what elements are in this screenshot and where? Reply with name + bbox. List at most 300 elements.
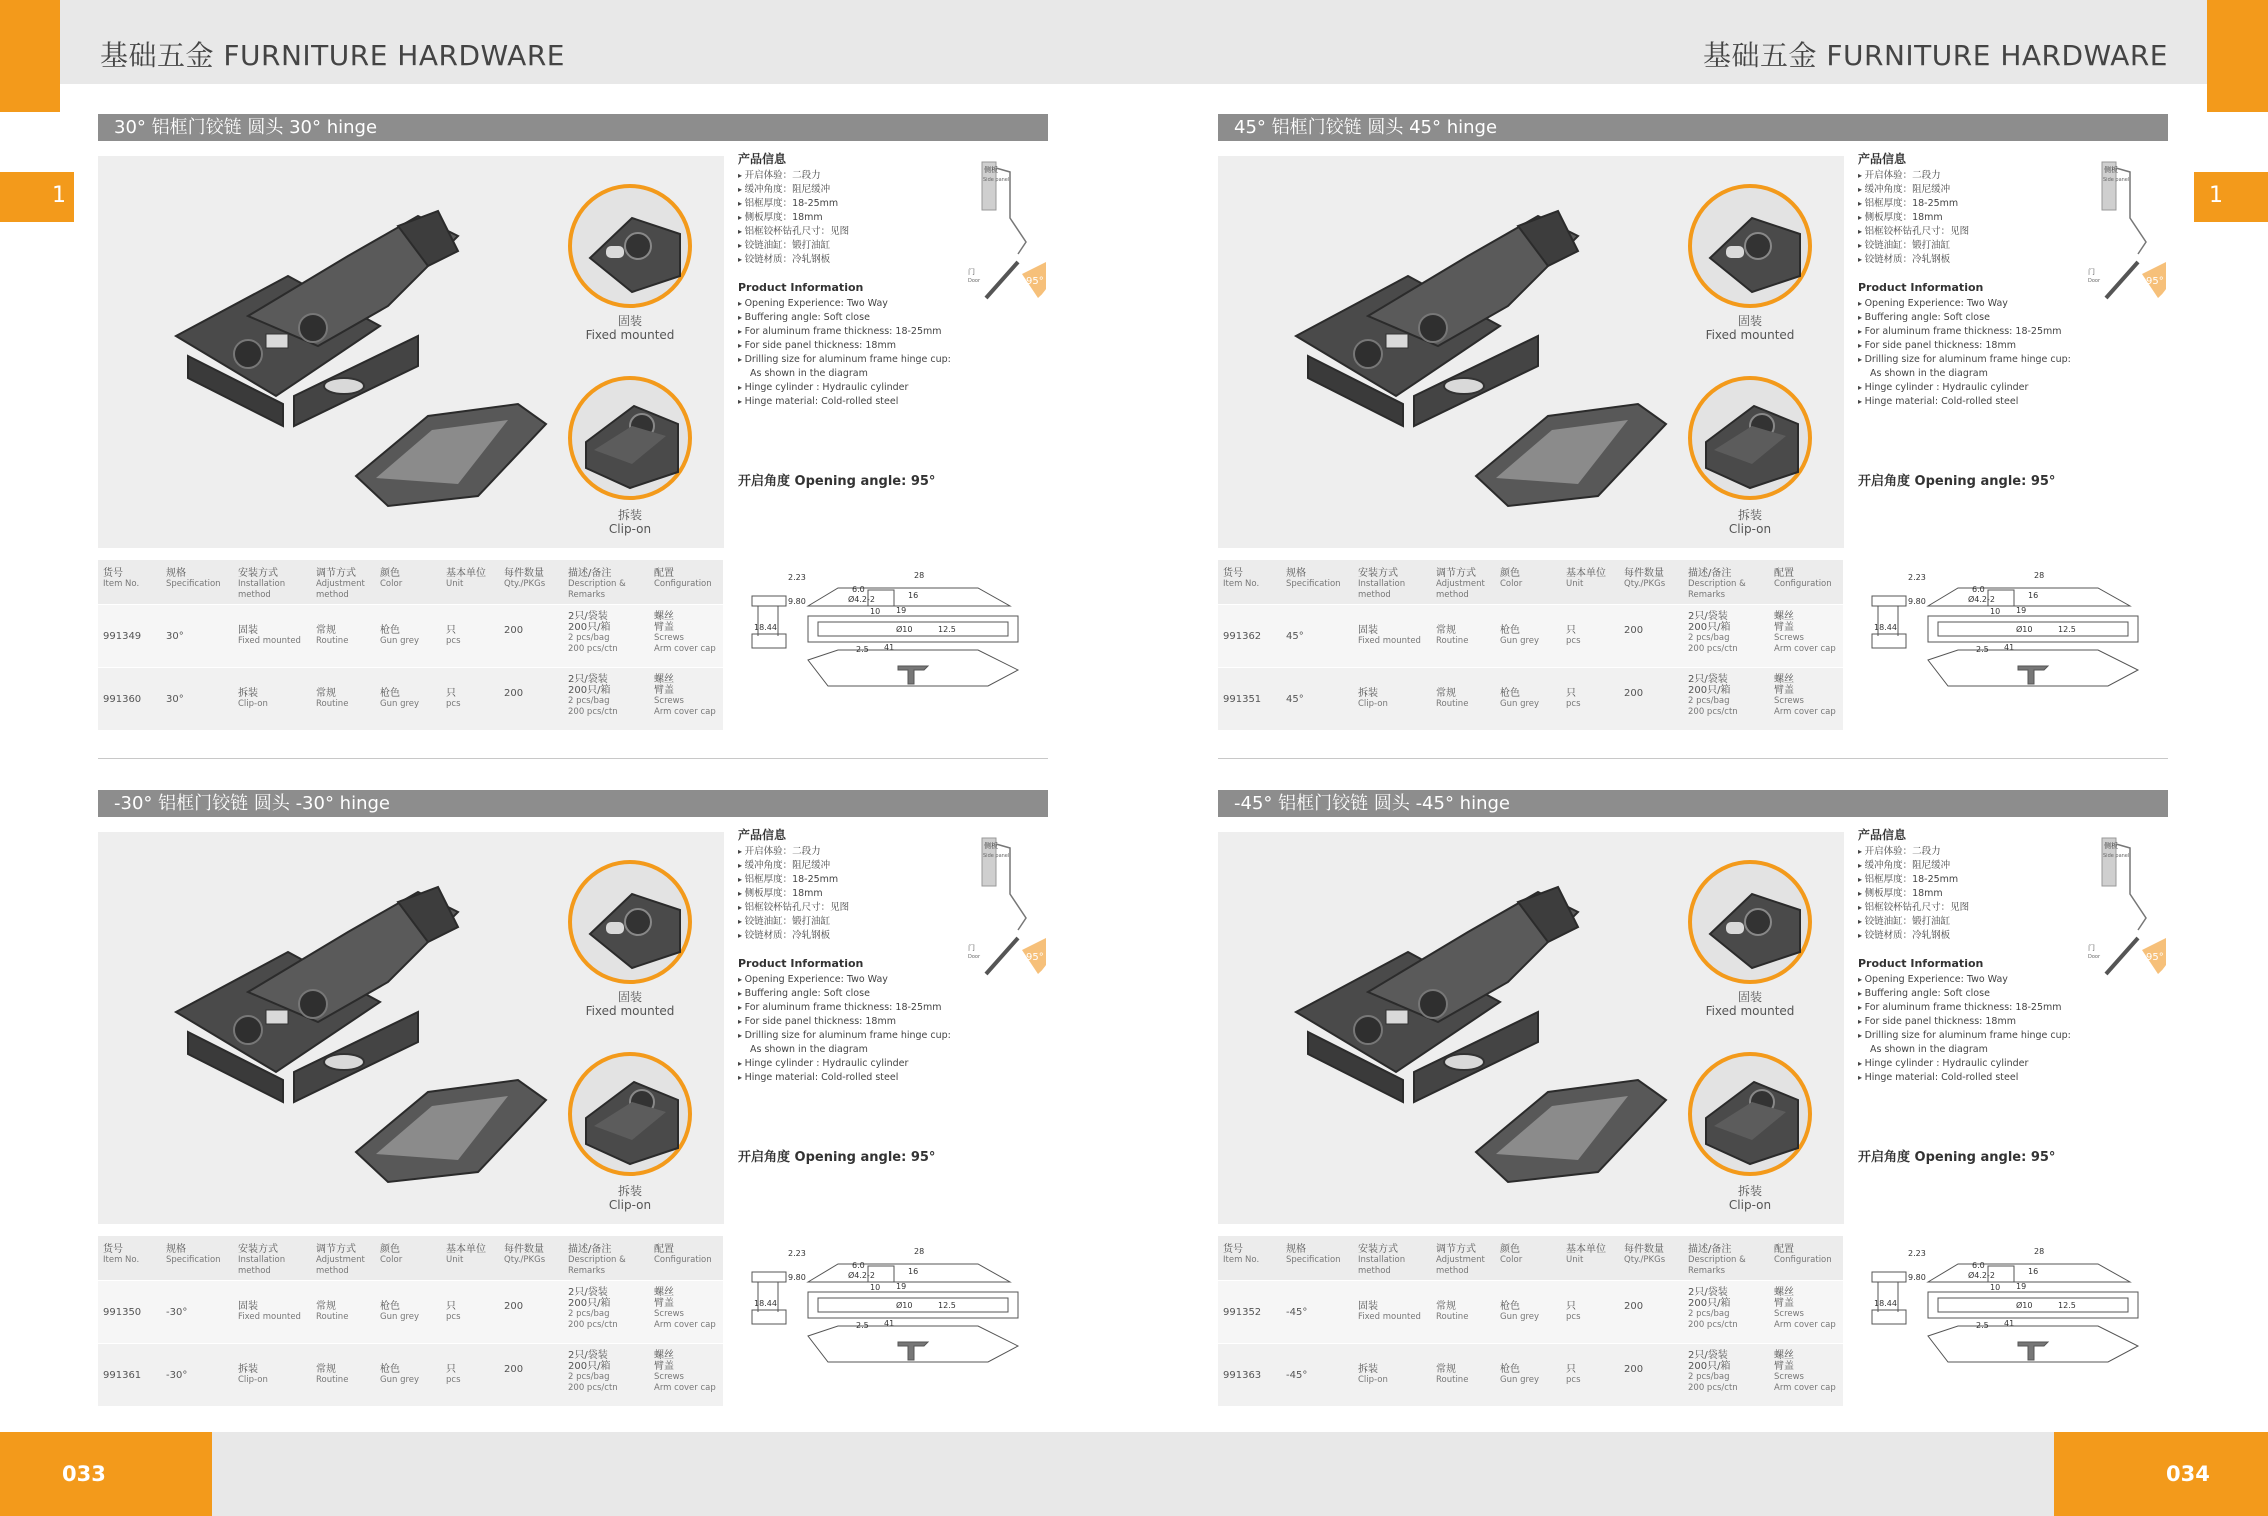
info-en-item: ▸ Hinge cylinder : Hydraulic cylinder <box>1858 381 2098 395</box>
cell-item: 991349 <box>103 631 142 642</box>
spec-row-fixed <box>1218 1281 1843 1343</box>
section-title: -45° 铝框门铰链 圆头 -45° hinge <box>1234 793 1511 814</box>
info-en-item: ▸ Drilling size for aluminum frame hinge cup: <box>1858 353 2098 367</box>
product-info-block <box>738 828 978 1085</box>
cell-adjust: 常规 Routine <box>1436 1364 1469 1385</box>
info-en-item: ▸ For side panel thickness: 18mm <box>738 339 978 353</box>
section-divider-right <box>1218 758 2168 759</box>
th-item: 货号 Item No. <box>1223 1244 1260 1265</box>
th-desc: 描述/备注 Description & Remarks <box>568 1244 626 1276</box>
fixed-mount-label-cn: 固装 <box>617 990 642 1004</box>
info-en-item: As shown in the diagram <box>1870 1044 1988 1055</box>
cell-item: 991350 <box>103 1307 142 1318</box>
cell-install: 固装 Fixed mounted <box>1358 625 1421 646</box>
dim-label: 2.5 <box>856 645 869 654</box>
cell-item: 991361 <box>103 1370 142 1381</box>
clip-on-label-en: Clip-on <box>608 522 652 536</box>
section-title-bar <box>1218 114 2168 141</box>
cell-item: 991360 <box>103 694 142 705</box>
opening-angle-diagram <box>966 158 1046 308</box>
info-cn-title: 产品信息 <box>738 828 787 842</box>
cell-adjust: 常规 Routine <box>316 625 349 646</box>
cell-color: 枪色 Gun grey <box>380 625 420 646</box>
cell-item: 991363 <box>1223 1370 1262 1381</box>
info-en-item: ▸ Buffering angle: Soft close <box>1858 311 2098 325</box>
th-unit: 基本单位 Unit <box>446 568 486 589</box>
th-desc: 描述/备注 Description & Remarks <box>1688 568 1746 600</box>
th-adjust: 调节方式 Adjustment method <box>1436 1244 1485 1276</box>
left-chapter-tab <box>0 172 74 222</box>
door-label-en: Door <box>968 954 981 960</box>
info-cn-title: 产品信息 <box>1858 828 1907 842</box>
cell-qty: 200 <box>1624 1364 1644 1375</box>
info-cn-item: ▸ 铝框铰杯钻孔尺寸：见图 <box>1858 901 2098 915</box>
section-title-bar <box>98 114 1048 141</box>
info-cn-item: ▸ 铝框铰杯钻孔尺寸：见图 <box>738 901 978 915</box>
dim-label: 19 <box>2016 1282 2027 1291</box>
info-cn-item: ▸ 缓冲角度：阻尼缓冲 <box>738 859 978 873</box>
right-chapter-tab <box>2194 172 2268 222</box>
section-title-bar <box>1218 790 2168 817</box>
dim-label: 16 <box>2028 591 2039 600</box>
section-title-bar <box>98 790 1048 817</box>
opening-angle-text: 开启角度 Opening angle: 95° <box>738 474 936 489</box>
th-color: 颜色 Color <box>380 568 403 589</box>
opening-angle-text: 开启角度 Opening angle: 95° <box>1858 1150 2056 1165</box>
info-en-item: ▸ Opening Experience: Two Way <box>1858 973 2098 987</box>
dim-label: 2.23 <box>788 573 806 582</box>
th-qty: 每件数量 Qty./PKGs <box>504 1244 546 1265</box>
cell-spec: 30° <box>166 631 184 642</box>
info-en-title: Product Information <box>738 281 864 294</box>
dim-label: 18.44 <box>754 1299 777 1308</box>
th-adjust: 调节方式 Adjustment method <box>1436 568 1485 600</box>
clip-on-label <box>1688 508 1812 536</box>
info-en-item: ▸ Drilling size for aluminum frame hinge cup: <box>738 353 978 367</box>
clip-on-detail <box>568 376 692 500</box>
cell-item: 991362 <box>1223 631 1262 642</box>
cell-install: 固装 Fixed mounted <box>238 625 301 646</box>
spec-table <box>1218 560 1843 730</box>
product-section <box>98 790 1048 1410</box>
cell-item: 991351 <box>1223 694 1262 705</box>
spec-table-header <box>1218 1236 1843 1280</box>
fixed-mount-label-en: Fixed mounted <box>1705 328 1795 342</box>
footer-right-tab <box>2054 1432 2268 1516</box>
chapter-number-left: 1 <box>52 183 66 208</box>
opening-angle-value: 95° <box>2146 952 2164 963</box>
clip-on-label-cn: 拆装 <box>617 508 642 522</box>
drilling-diagram <box>1868 1242 2168 1412</box>
th-item: 货号 Item No. <box>1223 568 1260 589</box>
th-qty: 每件数量 Qty./PKGs <box>1624 568 1666 589</box>
cell-unit: 只 pcs <box>1566 625 1581 646</box>
th-color: 颜色 Color <box>1500 568 1523 589</box>
section-divider-left <box>98 758 1048 759</box>
drilling-diagram <box>748 1242 1048 1412</box>
cell-spec: -30° <box>166 1307 188 1318</box>
info-en-item: ▸ Hinge cylinder : Hydraulic cylinder <box>738 1057 978 1071</box>
info-cn-item: ▸ 缓冲角度：阻尼缓冲 <box>738 183 978 197</box>
fixed-mount-label-en: Fixed mounted <box>585 328 675 342</box>
cell-desc: 2只/袋装 200只/箱 2 pcs/bag 200 pcs/ctn <box>1688 674 1738 717</box>
cell-desc: 2只/袋装 200只/箱 2 pcs/bag 200 pcs/ctn <box>568 674 618 717</box>
cell-install: 固装 Fixed mounted <box>238 1301 301 1322</box>
cell-config: 螺丝 臂盖 Screws Arm cover cap <box>1774 1350 1836 1393</box>
info-cn-item: ▸ 铝框厚度：18-25mm <box>738 873 978 887</box>
info-en-item: ▸ Opening Experience: Two Way <box>738 297 978 311</box>
cell-qty: 200 <box>1624 625 1644 636</box>
th-spec: 规格 Specification <box>1286 568 1341 589</box>
info-en-item: ▸ For aluminum frame thickness: 18-25mm <box>738 325 978 339</box>
dim-label: Ø10 <box>896 625 913 634</box>
cell-color: 枪色 Gun grey <box>1500 1301 1540 1322</box>
cell-spec: 45° <box>1286 694 1304 705</box>
info-en-item: ▸ Hinge material: Cold-rolled steel <box>1858 1071 2098 1085</box>
opening-angle-value: 95° <box>1026 276 1044 287</box>
cell-install: 固装 Fixed mounted <box>1358 1301 1421 1322</box>
dim-label: 19 <box>896 606 907 615</box>
fixed-mount-thumb <box>572 864 688 980</box>
spec-table-header <box>98 560 723 604</box>
cell-desc: 2只/袋装 200只/箱 2 pcs/bag 200 pcs/ctn <box>1688 611 1738 654</box>
fixed-mount-detail <box>1688 860 1812 984</box>
product-section <box>1218 790 2168 1410</box>
dim-label: 16 <box>908 591 919 600</box>
fixed-mount-thumb <box>572 188 688 304</box>
side-panel-label-cn: 侧板 <box>984 842 998 850</box>
fixed-mount-detail <box>1688 184 1812 308</box>
cell-unit: 只 pcs <box>446 688 461 709</box>
spec-row-fixed <box>98 605 723 667</box>
dim-label: 9.80 <box>788 1273 806 1282</box>
cell-qty: 200 <box>504 688 524 699</box>
product-photo-panel <box>98 156 724 548</box>
clip-on-label <box>568 508 692 536</box>
th-config: 配置 Configuration <box>654 1244 712 1265</box>
cell-config: 螺丝 臂盖 Screws Arm cover cap <box>654 1350 716 1393</box>
th-desc: 描述/备注 Description & Remarks <box>568 568 626 600</box>
info-cn-item: ▸ 铝框铰杯钻孔尺寸：见图 <box>1858 225 2098 239</box>
cell-color: 枪色 Gun grey <box>1500 625 1540 646</box>
product-info-block <box>1858 152 2098 409</box>
footer-left-tab <box>0 1432 212 1516</box>
th-item: 货号 Item No. <box>103 568 140 589</box>
info-cn-item: ▸ 铝框厚度：18-25mm <box>1858 197 2098 211</box>
cell-spec: 45° <box>1286 631 1304 642</box>
fixed-mount-label-en: Fixed mounted <box>1705 1004 1795 1018</box>
section-title: 30° 铝框门铰链 圆头 30° hinge <box>114 117 378 138</box>
dim-label: 2.23 <box>1908 573 1926 582</box>
opening-angle-text: 开启角度 Opening angle: 95° <box>738 1150 936 1165</box>
info-cn-item: ▸ 铰链油缸：锻打油缸 <box>738 239 978 253</box>
info-cn-title: 产品信息 <box>738 152 787 166</box>
info-cn-item: ▸ 铰链材质：冷轧钢板 <box>738 253 978 267</box>
th-config: 配置 Configuration <box>1774 1244 1832 1265</box>
spec-row-fixed <box>1218 605 1843 667</box>
product-section <box>98 114 1048 734</box>
info-en-item: ▸ Opening Experience: Two Way <box>1858 297 2098 311</box>
spec-table <box>98 560 723 730</box>
door-label-en: Door <box>968 278 981 284</box>
door-label-en: Door <box>2088 278 2101 284</box>
info-en-item: ▸ Hinge cylinder : Hydraulic cylinder <box>738 381 978 395</box>
cell-spec: -45° <box>1286 1370 1308 1381</box>
cell-qty: 200 <box>504 1364 524 1375</box>
cell-spec: -45° <box>1286 1307 1308 1318</box>
info-cn-item: ▸ 铰链油缸：锻打油缸 <box>1858 915 2098 929</box>
cell-qty: 200 <box>504 1301 524 1312</box>
th-spec: 规格 Specification <box>1286 1244 1341 1265</box>
dim-label: 16 <box>2028 1267 2039 1276</box>
dim-label: 10 <box>870 607 881 616</box>
info-cn-item: ▸ 铝框铰杯钻孔尺寸：见图 <box>738 225 978 239</box>
product-info-block <box>1858 828 2098 1085</box>
info-cn-item: ▸ 铰链油缸：锻打油缸 <box>1858 239 2098 253</box>
cell-config: 螺丝 臂盖 Screws Arm cover cap <box>1774 674 1836 717</box>
dim-label: 10 <box>1990 607 2001 616</box>
door-label-cn: 门 <box>968 268 975 276</box>
th-unit: 基本单位 Unit <box>1566 1244 1606 1265</box>
info-en-item: ▸ Buffering angle: Soft close <box>738 987 978 1001</box>
dim-label: 6.0 <box>852 1261 865 1270</box>
dim-label: 10 <box>870 1283 881 1292</box>
info-en-item: ▸ Hinge material: Cold-rolled steel <box>738 395 978 409</box>
clip-on-detail <box>568 1052 692 1176</box>
info-en-title: Product Information <box>1858 281 1984 294</box>
dim-label: 41 <box>2004 1319 2015 1328</box>
info-cn-item: ▸ 铰链材质：冷轧钢板 <box>738 929 978 943</box>
cell-desc: 2只/袋装 200只/箱 2 pcs/bag 200 pcs/ctn <box>1688 1350 1738 1393</box>
th-desc: 描述/备注 Description & Remarks <box>1688 1244 1746 1276</box>
cell-unit: 只 pcs <box>1566 1364 1581 1385</box>
door-label-cn: 门 <box>2088 268 2095 276</box>
spec-table-header <box>98 1236 723 1280</box>
fixed-mount-detail <box>568 860 692 984</box>
product-photo-panel <box>98 832 724 1224</box>
dim-label: 28 <box>914 571 925 580</box>
product-photo-panel <box>1218 156 1844 548</box>
cell-qty: 200 <box>1624 1301 1644 1312</box>
dim-label: 41 <box>884 643 895 652</box>
fixed-mount-label <box>1688 990 1812 1018</box>
cell-color: 枪色 Gun grey <box>380 688 420 709</box>
info-cn-item: ▸ 铰链材质：冷轧钢板 <box>1858 253 2098 267</box>
cell-desc: 2只/袋装 200只/箱 2 pcs/bag 200 pcs/ctn <box>568 1287 618 1330</box>
info-en-title: Product Information <box>1858 957 1984 970</box>
info-en-item: ▸ Buffering angle: Soft close <box>1858 987 2098 1001</box>
info-en-item: As shown in the diagram <box>750 368 868 379</box>
side-panel-label-cn: 侧板 <box>2104 842 2118 850</box>
info-en-item: ▸ For aluminum frame thickness: 18-25mm <box>1858 1001 2098 1015</box>
cell-qty: 200 <box>504 625 524 636</box>
dim-label: 12.5 <box>2058 625 2076 634</box>
fixed-mount-label-en: Fixed mounted <box>585 1004 675 1018</box>
cell-color: 枪色 Gun grey <box>1500 688 1540 709</box>
info-en-item: As shown in the diagram <box>750 1044 868 1055</box>
fixed-mount-label <box>1688 314 1812 342</box>
cell-color: 枪色 Gun grey <box>380 1301 420 1322</box>
info-en-item: ▸ Hinge material: Cold-rolled steel <box>738 1071 978 1085</box>
cell-adjust: 常规 Routine <box>1436 625 1469 646</box>
cell-color: 枪色 Gun grey <box>1500 1364 1540 1385</box>
dim-label: 18.44 <box>754 623 777 632</box>
dim-label: 28 <box>2034 571 2045 580</box>
th-install: 安装方式 Installation method <box>1358 568 1406 600</box>
info-cn-item: ▸ 铰链油缸：锻打油缸 <box>738 915 978 929</box>
dim-label: 6.0 <box>852 585 865 594</box>
th-config: 配置 Configuration <box>654 568 712 589</box>
dim-label: 18.44 <box>1874 623 1897 632</box>
spec-row-clip <box>98 1344 723 1406</box>
cell-config: 螺丝 臂盖 Screws Arm cover cap <box>1774 611 1836 654</box>
dim-label: 2.5 <box>1976 645 1989 654</box>
chapter-number-right: 1 <box>2209 183 2223 208</box>
dim-label: 2.23 <box>1908 1249 1926 1258</box>
info-en-item: ▸ For aluminum frame thickness: 18-25mm <box>1858 325 2098 339</box>
dim-label: 9.80 <box>788 597 806 606</box>
info-en-title: Product Information <box>738 957 864 970</box>
th-adjust: 调节方式 Adjustment method <box>316 1244 365 1276</box>
info-cn-item: ▸ 开启体验：二段力 <box>1858 845 2098 859</box>
clip-on-label <box>568 1184 692 1212</box>
dim-label: 41 <box>2004 643 2015 652</box>
fixed-mount-label-cn: 固装 <box>1737 990 1762 1004</box>
cell-spec: 30° <box>166 694 184 705</box>
dim-label: 16 <box>908 1267 919 1276</box>
product-info-block <box>738 152 978 409</box>
page-number-left: 033 <box>62 1462 106 1486</box>
info-en-item: ▸ Drilling size for aluminum frame hinge cup: <box>738 1029 978 1043</box>
info-cn-item: ▸ 开启体验：二段力 <box>738 845 978 859</box>
clip-on-thumb <box>572 380 688 496</box>
info-cn-item: ▸ 缓冲角度：阻尼缓冲 <box>1858 183 2098 197</box>
info-cn-item: ▸ 铰链材质：冷轧钢板 <box>1858 929 2098 943</box>
cell-config: 螺丝 臂盖 Screws Arm cover cap <box>654 1287 716 1330</box>
th-adjust: 调节方式 Adjustment method <box>316 568 365 600</box>
info-cn-item: ▸ 缓冲角度：阻尼缓冲 <box>1858 859 2098 873</box>
header-title-right: 基础五金 FURNITURE HARDWARE <box>1703 39 2168 72</box>
dim-label: Ø10 <box>2016 1301 2033 1310</box>
info-en-item: ▸ For aluminum frame thickness: 18-25mm <box>738 1001 978 1015</box>
cell-adjust: 常规 Routine <box>316 1301 349 1322</box>
dim-label: 28 <box>2034 1247 2045 1256</box>
opening-angle-diagram <box>2086 158 2166 308</box>
clip-on-label-cn: 拆装 <box>1737 1184 1762 1198</box>
drilling-diagram <box>1868 566 2168 736</box>
side-panel-label-en: Side panel <box>2103 177 2130 183</box>
dim-label: 9.80 <box>1908 597 1926 606</box>
dim-label: 6.0 <box>1972 1261 1985 1270</box>
info-en-item: ▸ Buffering angle: Soft close <box>738 311 978 325</box>
cell-install: 拆装 Clip-on <box>238 1364 268 1385</box>
footer-band <box>0 1432 2268 1516</box>
dim-label: 2.5 <box>856 1321 869 1330</box>
cell-config: 螺丝 臂盖 Screws Arm cover cap <box>654 674 716 717</box>
th-item: 货号 Item No. <box>103 1244 140 1265</box>
info-cn-item: ▸ 开启体验：二段力 <box>1858 169 2098 183</box>
th-spec: 规格 Specification <box>166 1244 221 1265</box>
th-color: 颜色 Color <box>380 1244 403 1265</box>
cell-config: 螺丝 臂盖 Screws Arm cover cap <box>1774 1287 1836 1330</box>
dim-label: 12.5 <box>938 1301 956 1310</box>
clip-on-label <box>1688 1184 1812 1212</box>
cell-desc: 2只/袋装 200只/箱 2 pcs/bag 200 pcs/ctn <box>568 1350 618 1393</box>
info-en-item: ▸ For side panel thickness: 18mm <box>1858 339 2098 353</box>
th-qty: 每件数量 Qty./PKGs <box>504 568 546 589</box>
clip-on-thumb <box>572 1056 688 1172</box>
cell-desc: 2只/袋装 200只/箱 2 pcs/bag 200 pcs/ctn <box>568 611 618 654</box>
spec-row-fixed <box>98 1281 723 1343</box>
th-install: 安装方式 Installation method <box>238 1244 286 1276</box>
dim-label: 6.0 <box>1972 585 1985 594</box>
dim-label: 2.5 <box>1976 1321 1989 1330</box>
fixed-mount-label <box>568 314 692 342</box>
section-title: -30° 铝框门铰链 圆头 -30° hinge <box>114 793 391 814</box>
dim-label: Ø10 <box>2016 625 2033 634</box>
info-en-item: ▸ Hinge material: Cold-rolled steel <box>1858 395 2098 409</box>
fixed-mount-label <box>568 990 692 1018</box>
cell-item: 991352 <box>1223 1307 1262 1318</box>
info-en-item: ▸ Drilling size for aluminum frame hinge cup: <box>1858 1029 2098 1043</box>
product-section <box>1218 114 2168 734</box>
door-label-en: Door <box>2088 954 2101 960</box>
dim-label: 19 <box>2016 606 2027 615</box>
info-cn-title: 产品信息 <box>1858 152 1907 166</box>
info-en-item: As shown in the diagram <box>1870 368 1988 379</box>
clip-on-label-en: Clip-on <box>608 1198 652 1212</box>
side-panel-label-cn: 侧板 <box>984 166 998 174</box>
cell-unit: 只 pcs <box>446 1301 461 1322</box>
opening-angle-diagram <box>2086 834 2166 984</box>
drilling-diagram <box>748 566 1048 736</box>
spec-table <box>1218 1236 1843 1406</box>
cell-config: 螺丝 臂盖 Screws Arm cover cap <box>654 611 716 654</box>
clip-on-label-cn: 拆装 <box>1737 508 1762 522</box>
th-color: 颜色 Color <box>1500 1244 1523 1265</box>
opening-angle-value: 95° <box>1026 952 1044 963</box>
spec-table <box>98 1236 723 1406</box>
cell-unit: 只 pcs <box>1566 688 1581 709</box>
clip-on-thumb <box>1692 1056 1808 1172</box>
cell-unit: 只 pcs <box>1566 1301 1581 1322</box>
side-panel-label-cn: 侧板 <box>2104 166 2118 174</box>
th-unit: 基本单位 Unit <box>1566 568 1606 589</box>
cell-unit: 只 pcs <box>446 625 461 646</box>
th-config: 配置 Configuration <box>1774 568 1832 589</box>
info-en-item: ▸ For side panel thickness: 18mm <box>738 1015 978 1029</box>
spec-row-clip <box>98 668 723 730</box>
dim-label: Ø10 <box>896 1301 913 1310</box>
fixed-mount-detail <box>568 184 692 308</box>
dim-label: Ø4.2-2 <box>1968 595 1995 604</box>
dim-label: 41 <box>884 1319 895 1328</box>
dim-label: 19 <box>896 1282 907 1291</box>
clip-on-label-en: Clip-on <box>1728 522 1772 536</box>
dim-label: 12.5 <box>2058 1301 2076 1310</box>
info-en-item: ▸ For side panel thickness: 18mm <box>1858 1015 2098 1029</box>
cell-color: 枪色 Gun grey <box>380 1364 420 1385</box>
dim-label: 2.23 <box>788 1249 806 1258</box>
spec-row-clip <box>1218 1344 1843 1406</box>
door-label-cn: 门 <box>2088 944 2095 952</box>
dim-label: 10 <box>1990 1283 2001 1292</box>
fixed-mount-thumb <box>1692 864 1808 980</box>
left-corner-tab <box>0 0 60 112</box>
dim-label: 9.80 <box>1908 1273 1926 1282</box>
side-panel-label-en: Side panel <box>2103 853 2130 859</box>
cell-adjust: 常规 Routine <box>1436 688 1469 709</box>
